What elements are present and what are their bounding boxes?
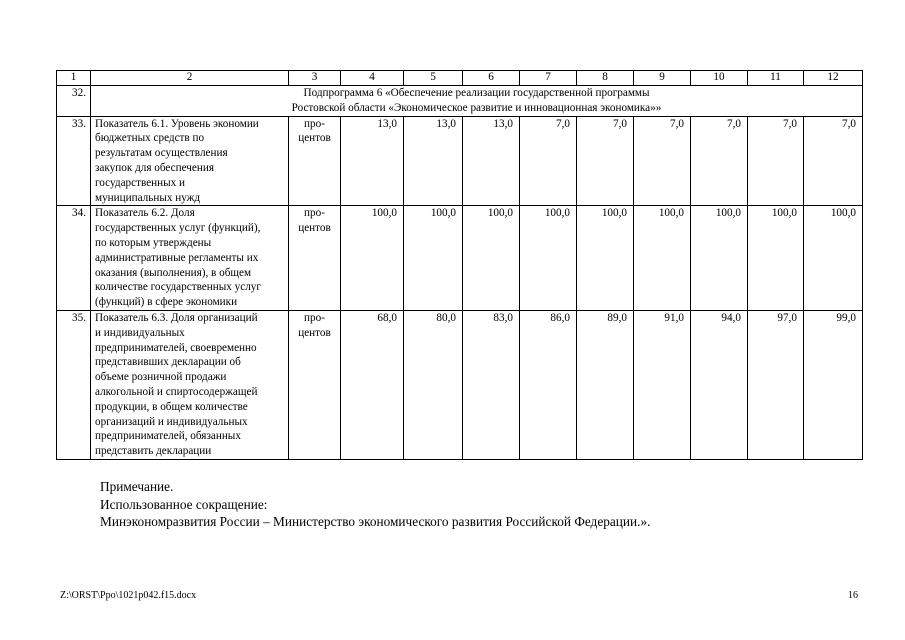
indicator-name-line: государственных и bbox=[95, 176, 186, 189]
value-cell: 100,0 bbox=[634, 206, 691, 311]
subprogram-title-cell bbox=[91, 86, 863, 117]
value-cell: 13,0 bbox=[463, 116, 520, 206]
indicators-table bbox=[56, 70, 863, 460]
indicator-name-line: оказания (выполнения), в общем bbox=[95, 266, 252, 279]
column-number-row bbox=[57, 71, 863, 86]
indicator-name-line: предпринимателей, обязанных bbox=[95, 430, 241, 443]
column-number-cell: 5 bbox=[404, 71, 463, 86]
value-cell: 99,0 bbox=[804, 310, 863, 459]
column-number-cell: 2 bbox=[91, 71, 289, 86]
indicator-name-line: результатам осуществления bbox=[95, 147, 228, 160]
value-cell: 91,0 bbox=[634, 310, 691, 459]
column-number-cell: 6 bbox=[463, 71, 520, 86]
indicator-name-line: Показатель 6.1. Уровень экономии bbox=[95, 117, 259, 130]
subprogram-title-line: Ростовской области «Экономическое развитие и инновационная экономика»» bbox=[291, 101, 662, 114]
indicator-row bbox=[57, 116, 863, 206]
indicator-row bbox=[57, 206, 863, 311]
value-cell: 7,0 bbox=[634, 116, 691, 206]
indicator-name-cell bbox=[91, 116, 289, 206]
column-number-cell: 4 bbox=[341, 71, 404, 86]
value-cell: 13,0 bbox=[404, 116, 463, 206]
indicator-name-line: Показатель 6.3. Доля организаций bbox=[95, 311, 258, 324]
indicator-name-line: объеме розничной продажи bbox=[95, 371, 227, 384]
unit-cell bbox=[289, 206, 341, 311]
subprogram-title-line: Подпрограмма 6 «Обеспечение реализации государственной программы bbox=[303, 87, 650, 99]
indicator-name-line: муниципальных нужд bbox=[95, 191, 201, 204]
indicator-row bbox=[57, 310, 863, 459]
indicator-name-line: продукции, в общем количестве bbox=[95, 400, 248, 413]
row-number-cell: 35. bbox=[57, 310, 91, 459]
row-number-cell: 33. bbox=[57, 116, 91, 206]
indicator-name-cell bbox=[91, 310, 289, 459]
value-cell: 94,0 bbox=[691, 310, 748, 459]
unit-line: центов bbox=[298, 222, 331, 235]
indicator-name-line: бюджетных средств по bbox=[95, 132, 205, 145]
note-block bbox=[100, 478, 650, 531]
row-number-cell: 34. bbox=[57, 206, 91, 311]
column-number-cell: 1 bbox=[57, 71, 91, 86]
value-cell: 7,0 bbox=[520, 116, 577, 206]
indicator-name-line: административные регламенты их bbox=[95, 251, 259, 264]
page-number: 16 bbox=[848, 590, 858, 601]
indicator-name-line: (функций) в сфере экономики bbox=[95, 296, 238, 309]
indicator-name-line: Показатель 6.2. Доля bbox=[95, 207, 195, 220]
value-cell: 100,0 bbox=[577, 206, 634, 311]
value-cell: 100,0 bbox=[463, 206, 520, 311]
unit-line: про- bbox=[304, 311, 325, 324]
unit-cell bbox=[289, 310, 341, 459]
value-cell: 100,0 bbox=[520, 206, 577, 311]
value-cell: 7,0 bbox=[804, 116, 863, 206]
row-number-cell: 32. bbox=[57, 86, 91, 117]
indicator-name-line: по которым утверждены bbox=[95, 236, 212, 249]
value-cell: 97,0 bbox=[748, 310, 804, 459]
indicator-name-line: организаций и индивидуальных bbox=[95, 415, 248, 428]
unit-line: про- bbox=[304, 117, 325, 130]
column-number-cell: 12 bbox=[804, 71, 863, 86]
unit-line: центов bbox=[298, 132, 331, 145]
indicator-name-line: алкогольной и спиртосодержащей bbox=[95, 385, 258, 398]
indicator-name-line: представивших декларации об bbox=[95, 356, 241, 369]
abbreviation-text: Минэкономразвития России – Министерство экономического развития Российской Федерации.». bbox=[100, 514, 651, 529]
table-body bbox=[57, 71, 863, 460]
column-number-cell: 3 bbox=[289, 71, 341, 86]
note-title: Примечание. bbox=[100, 479, 174, 494]
value-cell: 100,0 bbox=[404, 206, 463, 311]
indicator-name-line: предпринимателей, своевременно bbox=[95, 341, 257, 354]
indicator-name-line: представить декларации bbox=[95, 445, 212, 458]
column-number-cell: 8 bbox=[577, 71, 634, 86]
indicator-name-line: и индивидуальных bbox=[95, 326, 185, 339]
column-number-cell: 9 bbox=[634, 71, 691, 86]
column-number-cell: 11 bbox=[748, 71, 804, 86]
indicator-name-line: государственных услуг (функций), bbox=[95, 222, 261, 235]
indicator-name-cell bbox=[91, 206, 289, 311]
value-cell: 68,0 bbox=[341, 310, 404, 459]
footer-file-path: Z:\ORST\Ppo\1021p042.f15.docx bbox=[60, 590, 197, 601]
value-cell: 13,0 bbox=[341, 116, 404, 206]
value-cell: 7,0 bbox=[577, 116, 634, 206]
value-cell: 83,0 bbox=[463, 310, 520, 459]
abbreviation-title: Использованное сокращение: bbox=[100, 496, 268, 512]
value-cell: 100,0 bbox=[804, 206, 863, 311]
column-number-cell: 7 bbox=[520, 71, 577, 86]
indicator-name-line: закупок для обеспечения bbox=[95, 161, 215, 174]
value-cell: 100,0 bbox=[691, 206, 748, 311]
value-cell: 80,0 bbox=[404, 310, 463, 459]
value-cell: 7,0 bbox=[691, 116, 748, 206]
subprogram-row bbox=[57, 86, 863, 117]
value-cell: 7,0 bbox=[748, 116, 804, 206]
unit-line: центов bbox=[298, 326, 331, 339]
unit-cell bbox=[289, 116, 341, 206]
column-number-cell: 10 bbox=[691, 71, 748, 86]
value-cell: 100,0 bbox=[748, 206, 804, 311]
value-cell: 100,0 bbox=[341, 206, 404, 311]
value-cell: 89,0 bbox=[577, 310, 634, 459]
indicator-name-line: количестве государственных услуг bbox=[95, 281, 261, 294]
value-cell: 86,0 bbox=[520, 310, 577, 459]
unit-line: про- bbox=[304, 207, 325, 220]
